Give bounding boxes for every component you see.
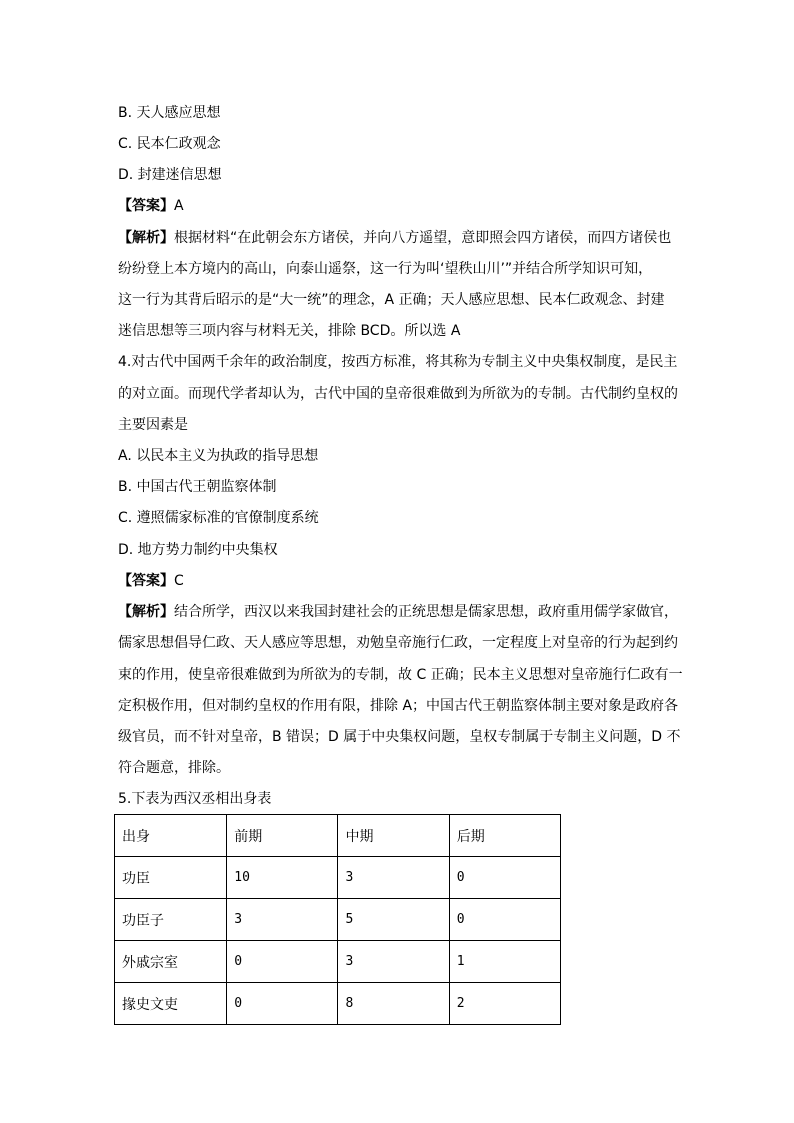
table-header-cell: 出身 — [115, 815, 227, 857]
q4-analysis-line-2: 儒家思想倡导仁政、天人感应等思想，劝勉皇帝施行仁政，一定程度上对皇帝的行为起到约 — [118, 635, 678, 651]
table-cell: 功臣 — [115, 857, 227, 899]
table-cell: 3 — [338, 857, 449, 899]
table-cell: 掾史文吏 — [115, 983, 227, 1025]
table-cell: 0 — [449, 899, 560, 941]
table-row — [115, 857, 561, 899]
q4-stem-line-3: 主要因素是 — [118, 417, 188, 433]
q4-analysis-line-1 — [118, 602, 678, 622]
table-cell: 8 — [338, 983, 449, 1025]
table-cell: 10 — [227, 857, 338, 899]
q3-option-c: C. 民本仁政观念 — [118, 136, 221, 152]
q4-analysis-line-3: 束的作用，使皇帝很难做到为所欲为的专制，故 C 正确；民本主义思想对皇帝施行仁政有一 — [118, 667, 683, 683]
q3-analysis-line-2: 纷纷登上本方境内的高山，向泰山遥祭，这一行为叫‘望秩山川’”并结合所学知识可知， — [118, 261, 653, 277]
analysis-tag: 【解析】 — [118, 230, 174, 246]
table-header-cell: 前期 — [227, 815, 338, 857]
q3-analysis-line-4: 迷信思想等三项内容与材料无关，排除 BCD。所以选 A — [118, 323, 461, 339]
answer-value: C — [174, 573, 184, 589]
q3-option-d: D. 封建迷信思想 — [118, 167, 222, 183]
q4-option-d: D. 地方势力制约中央集权 — [118, 542, 278, 558]
q3-answer — [118, 196, 184, 216]
table-header-row — [115, 815, 561, 857]
table-cell: 功臣子 — [115, 899, 227, 941]
table-cell: 1 — [449, 941, 560, 983]
table-cell: 外戚宗室 — [115, 941, 227, 983]
table-cell: 3 — [338, 941, 449, 983]
table-cell: 0 — [227, 941, 338, 983]
q4-stem-line-2: 的对立面。而现代学者却认为，古代中国的皇帝很难做到为所欲为的专制。古代制约皇权的 — [118, 386, 678, 402]
q4-answer — [118, 571, 184, 591]
analysis-text: 结合所学，西汉以来我国封建社会的正统思想是儒家思想，政府重用儒学家做官， — [174, 604, 678, 620]
table-cell: 0 — [449, 857, 560, 899]
q3-option-b: B. 天人感应思想 — [118, 105, 221, 121]
q3-analysis-line-3: 这一行为其背后昭示的是“大一统”的理念，A 正确；天人感应思想、民本仁政观念、封建 — [118, 292, 665, 308]
table-row — [115, 983, 561, 1025]
q4-analysis-line-4: 定积极作用，但对制约皇权的作用有限，排除 A；中国古代王朝监察体制主要对象是政府各 — [118, 698, 679, 714]
q4-option-c: C. 遵照儒家标准的官僚制度系统 — [118, 510, 319, 526]
q4-analysis-line-6: 符合题意，排除。 — [118, 760, 230, 776]
answer-tag: 【答案】 — [118, 198, 174, 214]
answer-value: A — [174, 198, 184, 214]
answer-tag: 【答案】 — [118, 573, 174, 589]
table-cell: 5 — [338, 899, 449, 941]
table-header-cell: 中期 — [338, 815, 449, 857]
q3-analysis-line-1 — [118, 228, 671, 248]
table-cell: 2 — [449, 983, 560, 1025]
q4-analysis-line-5: 级官员，而不针对皇帝，B 错误；D 属于中央集权问题，皇权专制属于专制主义问题，D 不 — [118, 729, 681, 745]
analysis-text: 根据材料“在此朝会东方诸侯，并向八方遥望，意即照会四方诸侯，而四方诸侯也 — [174, 230, 672, 246]
table-cell: 3 — [227, 899, 338, 941]
table-row — [115, 941, 561, 983]
q4-option-a: A. 以民本主义为执政的指导思想 — [118, 448, 319, 464]
table-header-cell: 后期 — [449, 815, 560, 857]
chancellor-origin-table — [114, 814, 561, 1025]
analysis-tag: 【解析】 — [118, 604, 174, 620]
table-row — [115, 899, 561, 941]
q4-option-b: B. 中国古代王朝监察体制 — [118, 479, 277, 495]
q4-stem-line-1: 4.对古代中国两千余年的政治制度，按西方标准，将其称为专制主义中央集权制度，是民主 — [118, 354, 678, 370]
q5-stem: 5.下表为西汉丞相出身表 — [118, 791, 272, 807]
table-cell: 0 — [227, 983, 338, 1025]
